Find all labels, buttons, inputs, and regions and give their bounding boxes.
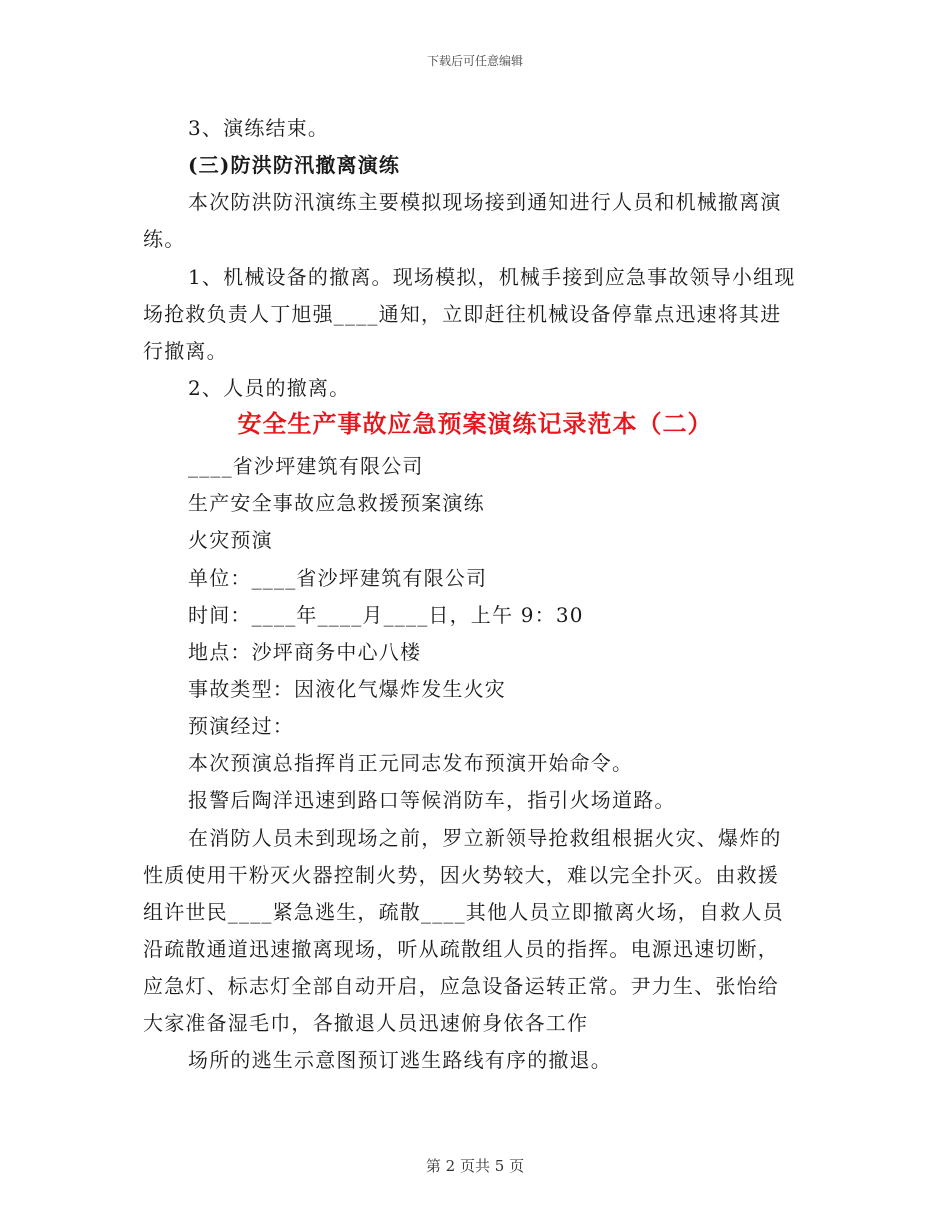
paragraph-line: 场抢救负责人丁旭强____通知，立即赶往机械设备停靠点迅速将其进 — [143, 302, 782, 326]
paragraph-line: 性质使用干粉灭火器控制火势，因火势较大，难以完全扑灭。由救援 — [143, 863, 779, 887]
paragraph-line: 3、演练结束。 — [188, 116, 330, 140]
paragraph-line: 大家准备湿毛巾，各撤退人员迅速俯身依各工作 — [143, 1011, 589, 1035]
paragraph-line: 火灾预演 — [188, 528, 273, 552]
paragraph-line: ____省沙坪建筑有限公司 — [188, 454, 424, 478]
document-title: 安全生产事故应急预案演练记录范本（二） — [237, 409, 713, 438]
paragraph-line: 本次预演总指挥肖正元同志发布预演开始命令。 — [188, 751, 634, 775]
paragraph-line: 时间：____年____月____日，上午 9：30 — [188, 603, 584, 627]
paragraph-line: 在消防人员未到现场之前，罗立新领导抢救组根据火灾、爆炸的 — [188, 826, 782, 850]
paragraph-line: 沿疏散通道迅速撤离现场，听从疏散组人员的指挥。电源迅速切断， — [143, 937, 779, 961]
paragraph-line: 1、机械设备的撤离。现场模拟，机械手接到应急事故领导小组现 — [188, 265, 796, 289]
paragraph-line: 行撤离。 — [143, 339, 228, 363]
paragraph-line: 地点：沙坪商务中心八楼 — [188, 640, 422, 664]
paragraph-line: 单位：____省沙坪建筑有限公司 — [188, 566, 488, 590]
page-header: 下载后可任意编辑 — [426, 54, 523, 68]
paragraph-line: 本次防洪防汛演练主要模拟现场接到通知进行人员和机械撤离演 — [188, 190, 782, 214]
paragraph-line: 场所的逃生示意图预订逃生路线有序的撤退。 — [188, 1048, 612, 1072]
paragraph-line: 生产安全事故应急救援预案演练 — [188, 491, 485, 515]
paragraph-line: 2、人员的撤离。 — [188, 376, 351, 400]
section-heading: (三)防洪防汛撤离演练 — [188, 153, 401, 177]
paragraph-line: 事故类型：因液化气爆炸发生火灾 — [188, 677, 506, 701]
page-footer: 第 2 页共 5 页 — [425, 1157, 525, 1175]
paragraph-line: 预演经过： — [188, 714, 294, 738]
paragraph-line: 应急灯、标志灯全部自动开启，应急设备运转正常。尹力生、张怡给 — [143, 974, 779, 998]
paragraph-line: 报警后陶洋迅速到路口等候消防车，指引火场道路。 — [188, 788, 676, 812]
paragraph-line: 组许世民____紧急逃生，疏散____其他人员立即撤离火场，自救人员 — [143, 900, 784, 924]
paragraph-line: 练。 — [143, 227, 186, 251]
